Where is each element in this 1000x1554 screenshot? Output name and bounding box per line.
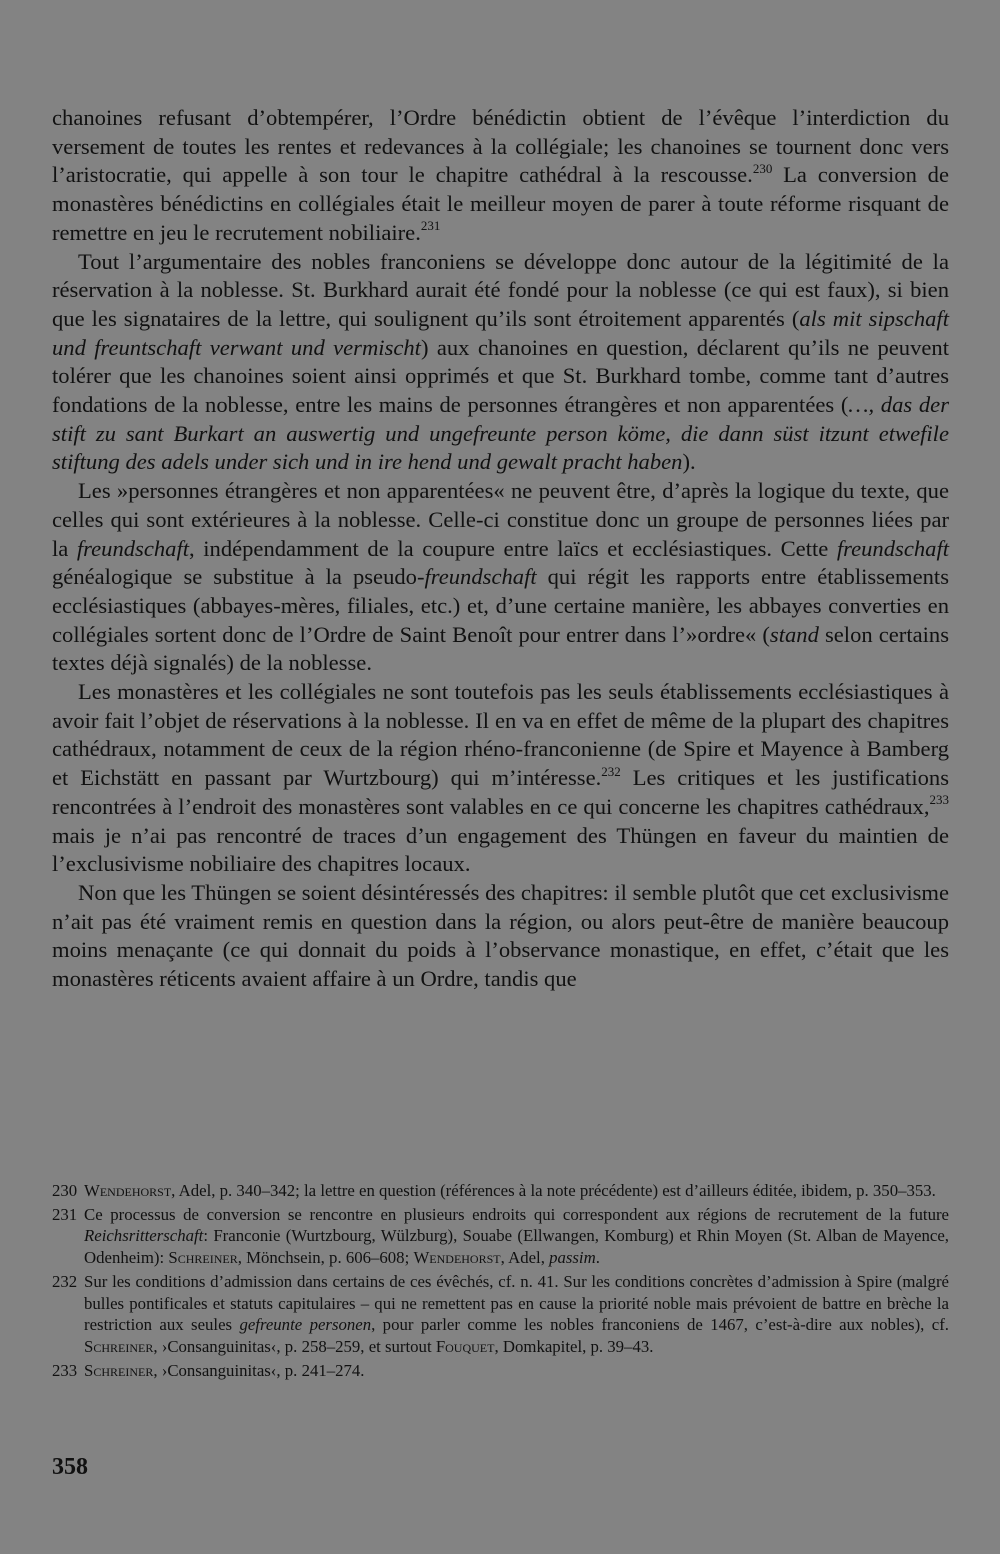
footnote-text: : Franconie (Wurtzbourg, Wülzburg), Souabe (Ellwangen, Komburg) et Rhin Moyen (St. Alban de Mayence, Odenheim): [84, 1226, 949, 1268]
footnote-ref-230[interactable]: 230 [752, 160, 773, 176]
footnote-230 [52, 1180, 949, 1202]
footnote-ref-231[interactable]: 231 [420, 218, 441, 234]
italic-term: freundschaft [836, 535, 949, 561]
body-text [52, 104, 949, 994]
paragraph-2 [52, 248, 949, 478]
footnote-231 [52, 1204, 949, 1269]
text-run: Les critiques et les justifications rencontrées à l’endroit des monastères sont valables en ce qui concerne les chapitres cathédraux, [52, 765, 949, 819]
text-run: ). [682, 449, 696, 475]
author-name: Wendehorst [413, 1248, 501, 1268]
italic-term: stand [769, 621, 819, 647]
text-run: mais je n’ai pas rencontré de traces d’un engagement des Thüngen en faveur du maintien de l’exclusivisme nobiliaire des chapitres locaux. [52, 822, 949, 877]
author-name: Schreiner [84, 1336, 154, 1356]
italic-term: passim [549, 1248, 596, 1268]
italic-term: freundschaft [76, 535, 190, 561]
footnotes [52, 1180, 949, 1383]
text-run: , indépendamment de la coupure entre laïcs et ecclésiastiques. Cette [189, 535, 837, 561]
footnote-text: Sur les conditions d’admission dans certains de ces évêchés, cf. n. 41. Sur les conditions concrètes d’admission à Spire (malgré bulles pontificales et statuts capitulaires – qui ne remettent pas en cause la priorité noble mais prévoient de battre en brèche la restriction aux seules [84, 1271, 949, 1335]
footnote-text: Ce processus de conversion se rencontre en plusieurs endroits qui correspondent aux régions de recrutement de la future [84, 1204, 949, 1224]
footnote-number: 231 [52, 1204, 78, 1224]
text-run: Les »personnes étrangères et non apparentées« ne peuvent être, d’après la logique du texte, que celles qui sont extérieures à la noblesse. Celle-ci constitue donc un groupe de personnes liées par la [52, 478, 949, 561]
footnote-number: 232 [52, 1271, 78, 1291]
footnote-233 [52, 1360, 949, 1382]
italic-term: gefreunte personen [239, 1315, 372, 1335]
footnote-text: , ›Consanguinitas‹, p. 241–274. [153, 1360, 365, 1380]
italic-term: freundschaft [424, 564, 537, 590]
footnote-232 [52, 1271, 949, 1358]
text-run: qui régit les rapports entre établissements ecclésiastiques (abbayes-mères, filiales, etc.) et, d’une certaine manière, les abbayes converties en collégiales sortent donc de l’Ordre de Saint Benoît pour entrer dans l’»ordre« ( [52, 564, 949, 647]
footnote-text: , pour parler comme les nobles franconiens de 1467, c’est-à-dire aux nobles), cf. [371, 1315, 949, 1335]
text-run: ) aux chanoines en question, déclarent qu’ils ne peuvent tolérer que les chanoines soient ainsi opprimés et que St. Burkhard tombe, comme tant d’autres fondations de la noblesse, entre les mains de personnes étrangères et non apparentées ( [52, 334, 949, 418]
footnote-text: , Adel, [500, 1248, 550, 1268]
footnote-text: , Domkapitel, p. 39–43. [494, 1336, 654, 1356]
paragraph-4 [52, 678, 949, 879]
italic-quote: als mit sipschaft und freuntschaft verwant und vermischt [52, 305, 949, 360]
footnote-number: 230 [52, 1181, 78, 1200]
text-run: chanoines refusant d’obtempérer, l’Ordre bénédictin obtient de l’évêque l’interdiction du versement de toutes les rentes et redevances à la collégiale; les chanoines se tournent donc vers l’aristocratie, qui appelle à son tour le chapitre cathédral à la rescousse. [52, 105, 949, 188]
text-run: généalogique se substitue à la pseudo- [52, 564, 425, 590]
footnote-text: , Adel, p. 340–342; la lettre en question (références à la note précédente) est d’ailleurs éditée, ibidem, p. 350–353. [171, 1181, 936, 1200]
footnote-number: 233 [52, 1360, 78, 1380]
page-content [52, 104, 949, 994]
footnote-text: , ›Consanguinitas‹, p. 258–259, et surtout [153, 1336, 436, 1356]
paragraph-3 [52, 477, 949, 678]
footnote-text: , Mönchsein, p. 606–608; [237, 1248, 414, 1268]
author-name: Schreiner [168, 1248, 238, 1268]
italic-quote: …, das der stift zu sant Burkart an auswertig und ungefreunte person köme, die dann süst itzunt etwefile stiftung des adels under sich und in ire hend und gewalt pracht haben [52, 392, 949, 475]
italic-term: Reichsritterschaft [84, 1226, 204, 1246]
text-run: Non que les Thüngen se soient désintéressés des chapitres: il semble plutôt que cet exclusivisme n’ait pas été vraiment remis en question dans la région, ou alors peut-être de manière beaucoup moins menaçante (ce qui donnait du poids à l’observance monastique, en effet, c’était que les monastères réticents avaient affaire à un Ordre, tandis que [52, 879, 949, 992]
author-name: Schreiner [84, 1360, 154, 1380]
text-run: Les monastères et les collégiales ne sont toutefois pas les seuls établissements ecclésiastiques à avoir fait l’objet de réservations à la noblesse. Il en va en effet de même de la plupart des chapitres cathédraux, notamment de ceux de la région rhéno-franconienne (de Spire et Mayence à Bamberg et Eichstätt en passant par Wurtzbourg) qui m’intéresse. [52, 679, 949, 791]
footnote-ref-232[interactable]: 232 [601, 763, 621, 779]
paragraph-5 [52, 879, 949, 994]
text-run: La conversion de monastères bénédictins en collégiales était le meilleur moyen de parer à toute réforme risquant de remettre en jeu le recrutement nobiliaire. [52, 162, 950, 245]
paragraph-1 [52, 104, 949, 248]
footnote-ref-233[interactable]: 233 [929, 792, 949, 808]
author-name: Fouquet [435, 1336, 495, 1356]
footnote-text: . [595, 1248, 600, 1268]
text-run: Tout l’argumentaire des nobles franconiens se développe donc autour de la légitimité de la réservation à la noblesse. St. Burkhard aurait été fondé pour la noblesse (ce qui est faux), si bien que les signataires de la lettre, qui soulignent qu’ils sont étroitement apparentés ( [52, 248, 949, 331]
author-name: Wendehorst [84, 1181, 172, 1200]
text-run: selon certains textes déjà signalés) de la noblesse. [52, 621, 949, 676]
page-number: 358 [52, 1454, 88, 1480]
